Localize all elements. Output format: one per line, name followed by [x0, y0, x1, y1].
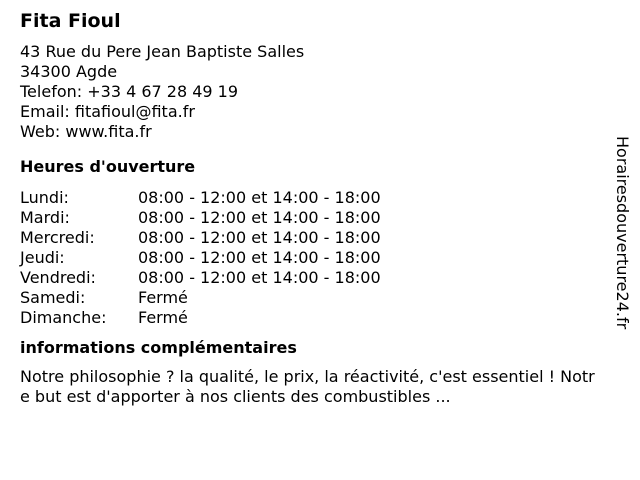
hours-row	[20, 248, 600, 268]
info-description: Notre philosophie ? la qualité, le prix, la réactivité, c'est essentiel ! Notre but est d'apporter à nos clients des combustibles ...	[20, 367, 595, 406]
hours-time: 08:00 - 12:00 et 14:00 - 18:00	[138, 228, 381, 247]
hours-time: 08:00 - 12:00 et 14:00 - 18:00	[138, 248, 381, 267]
phone-text: Telefon: +33 4 67 28 49 19	[20, 82, 239, 101]
hours-list	[20, 188, 600, 328]
hours-time: 08:00 - 12:00 et 14:00 - 18:00	[138, 268, 381, 287]
site-watermark: Horairesdouverture24.fr	[613, 136, 632, 330]
hours-heading: Heures d'ouverture	[20, 157, 196, 176]
hours-day: Samedi:	[20, 288, 86, 307]
hours-day: Mardi:	[20, 208, 70, 227]
hours-time: 08:00 - 12:00 et 14:00 - 18:00	[138, 208, 381, 227]
hours-row	[20, 208, 600, 228]
hours-row	[20, 288, 600, 308]
hours-row	[20, 268, 600, 288]
hours-day: Dimanche:	[20, 308, 107, 327]
business-name: Fita Fioul	[20, 10, 121, 32]
hours-row	[20, 228, 600, 248]
hours-day: Jeudi:	[20, 248, 65, 267]
hours-day: Lundi:	[20, 188, 69, 207]
web-text: Web: www.fita.fr	[20, 122, 152, 141]
hours-day: Vendredi:	[20, 268, 96, 287]
hours-time: 08:00 - 12:00 et 14:00 - 18:00	[138, 188, 381, 207]
hours-time: Fermé	[138, 308, 188, 327]
info-heading: informations complémentaires	[20, 338, 297, 357]
hours-time: Fermé	[138, 288, 188, 307]
business-card	[20, 9, 600, 407]
hours-row	[20, 188, 600, 208]
hours-row	[20, 308, 600, 328]
address-city: 34300 Agde	[20, 62, 118, 81]
address-street: 43 Rue du Pere Jean Baptiste Salles	[20, 42, 305, 61]
email-text: Email: fitafioul@fita.fr	[20, 102, 195, 121]
hours-day: Mercredi:	[20, 228, 95, 247]
